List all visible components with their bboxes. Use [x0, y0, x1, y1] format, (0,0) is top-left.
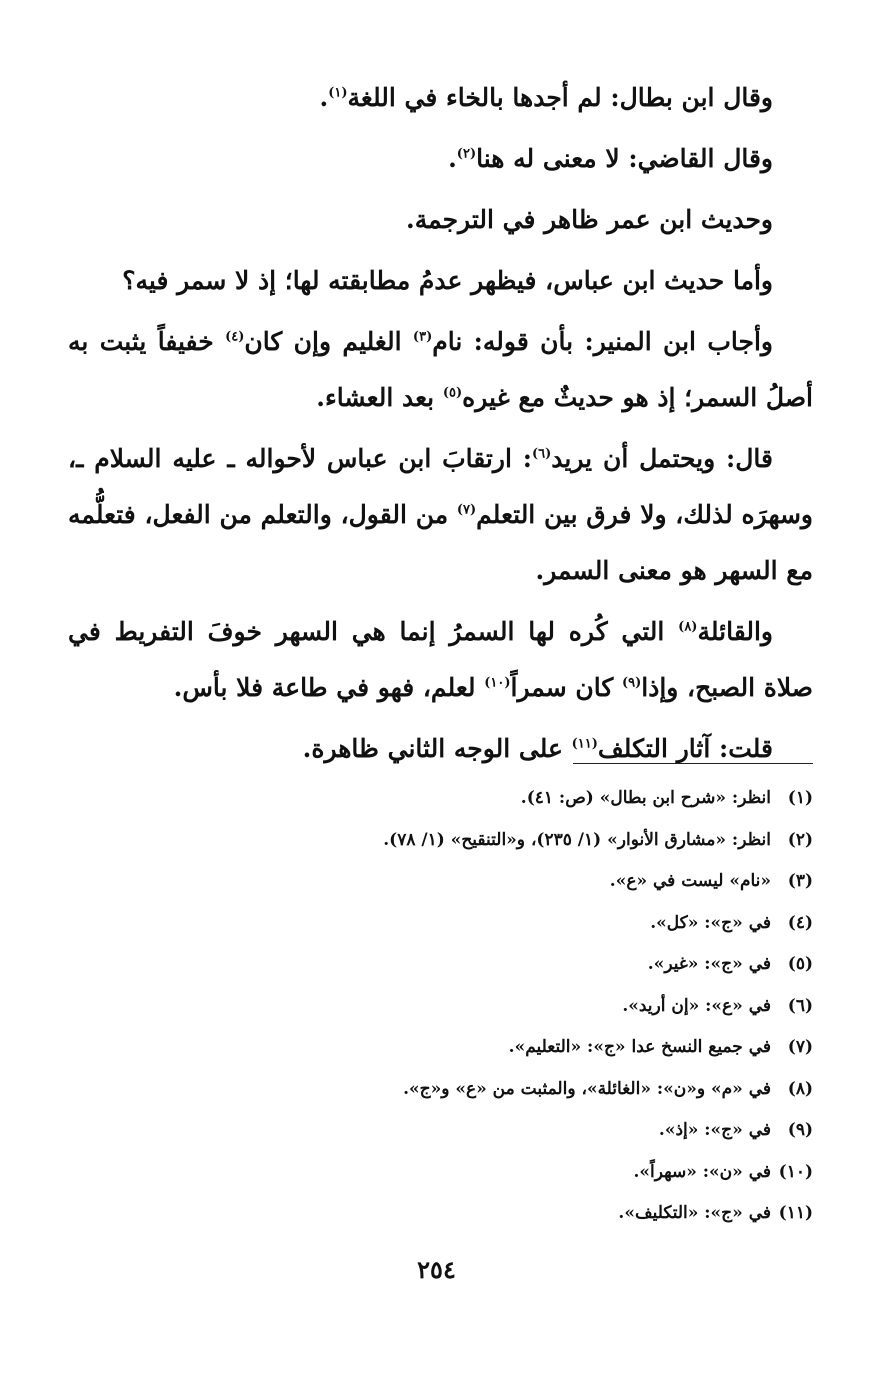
footnote-item	[68, 903, 813, 945]
paragraph-text: قلت: آثار التكلف	[597, 734, 773, 763]
footnote-text: في «ن»: «سهراً».	[633, 1161, 771, 1182]
footnote-number: (٩)	[787, 1120, 813, 1140]
paragraph-text: لعلم، فهو في طاعة فلا بأس.	[173, 673, 485, 702]
paragraph-text: التي كُره لها السمرُ إنما هي السهر خوفَ التفريط في صلاة الصبح، وإذا	[68, 617, 813, 702]
footnote-item	[68, 820, 813, 862]
footnote-item	[68, 986, 813, 1028]
footnote-item	[68, 944, 813, 986]
footnote-number: (٦)	[787, 995, 813, 1016]
footnote-text: في «م» و«ن»: «الغائلة»، والمثبت من «ع» و«ج».	[403, 1078, 771, 1099]
paragraph-text: : ارتقابَ ابن عباس لأحواله ـ عليه السلام ـ، وسهرَه لذلك، ولا فرق بين التعلم	[68, 444, 813, 529]
body-paragraph	[68, 431, 813, 599]
footnote-reference: (٧)	[456, 502, 477, 518]
body-paragraph	[68, 253, 813, 309]
footnote-text: انظر: «مشارق الأنوار» (١/ ٢٣٥)، و«التنقيح» (١/ ٧٨).	[383, 829, 771, 850]
footnote-reference: (٨)	[678, 619, 698, 635]
footnote-reference: (٤)	[225, 329, 245, 345]
footnote-number: (٨)	[787, 1078, 813, 1099]
paragraph-text: والقائلة	[697, 617, 773, 646]
footnote-item	[68, 1193, 813, 1235]
footnote-number: (٥)	[787, 954, 813, 974]
footnote-text: في «ج»: «إذ».	[658, 1120, 771, 1140]
paragraph-text: وأجاب ابن المنير: بأن قوله: نام	[432, 327, 774, 356]
paragraph-text: وقال القاضي: لا معنى له هنا	[476, 144, 773, 173]
footnote-item	[68, 861, 813, 903]
paragraph-text: وحديث ابن عمر ظاهر في الترجمة.	[406, 205, 773, 234]
footnote-reference: (٩)	[621, 675, 642, 691]
paragraph-text: .	[319, 83, 329, 112]
footnote-reference: (١)	[328, 85, 348, 101]
footnote-item	[68, 1152, 813, 1194]
footnote-number: (١١)	[778, 1203, 813, 1223]
footnote-item	[68, 778, 813, 820]
footnote-reference: (٥)	[442, 385, 463, 401]
footnote-divider	[573, 763, 813, 764]
footnote-text: في «ج»: «كل».	[650, 912, 771, 933]
body-paragraph	[68, 604, 813, 716]
footnote-reference: (٣)	[412, 329, 433, 345]
paragraph-text: .	[448, 144, 457, 173]
footnote-number: (٣)	[787, 871, 813, 891]
body-paragraph	[68, 192, 813, 248]
paragraph-text: بعد العشاء.	[316, 383, 443, 412]
footnote-item	[68, 1027, 813, 1069]
footnote-item	[68, 1110, 813, 1152]
page-number: ٢٥٤	[417, 1255, 456, 1284]
footnote-number: (١٠)	[778, 1161, 813, 1182]
paragraph-text: من القول، والتعلم من الفعل، فتعلُّمه مع السهر هو معنى السمر.	[68, 500, 813, 585]
body-paragraph	[68, 131, 813, 187]
footnote-number: (٧)	[787, 1037, 813, 1057]
footnote-text: في «ج»: «التكليف».	[618, 1203, 771, 1223]
footnote-text: «نام» ليست في «ع».	[609, 871, 771, 891]
paragraph-text: وقال ابن بطال: لم أجدها بالخاء في اللغة	[347, 83, 773, 112]
paragraph-text: على الوجه الثاني ظاهرة.	[302, 734, 572, 763]
footnote-text: انظر: «شرح ابن بطال» (ص: ٤١).	[520, 788, 771, 808]
body-paragraph	[68, 70, 813, 126]
paragraph-text: كان سمراً	[510, 673, 622, 702]
footnote-text: في «ع»: «إن أريد».	[622, 995, 771, 1016]
footnote-text: في «ج»: «غير».	[647, 954, 771, 974]
footnote-item	[68, 1069, 813, 1111]
paragraph-text: وأما حديث ابن عباس، فيظهر عدمُ مطابقته لها؛ إذ لا سمر فيه؟	[122, 266, 773, 295]
footnote-text: في جميع النسخ عدا «ج»: «التعليم».	[508, 1037, 771, 1057]
body-paragraph	[68, 721, 813, 777]
footnote-reference: (١٠)	[484, 675, 511, 691]
body-paragraph	[68, 314, 813, 426]
paragraph-text: خفيفاً يثبت به أصلُ السمر؛ إذ هو حديثٌ مع غيره	[68, 327, 813, 412]
paragraph-text: الغليم وإن كان	[244, 327, 413, 356]
main-text-body	[68, 70, 813, 782]
footnote-number: (١)	[787, 788, 813, 808]
footnote-reference: (٢)	[456, 146, 477, 162]
footnote-number: (٢)	[787, 829, 813, 850]
footnotes-list	[68, 778, 813, 1235]
footnote-reference: (١١)	[571, 736, 598, 752]
footnote-number: (٤)	[787, 912, 813, 933]
paragraph-text: قال: ويحتمل أن يريد	[551, 444, 774, 473]
footnote-reference: (٦)	[531, 446, 552, 462]
